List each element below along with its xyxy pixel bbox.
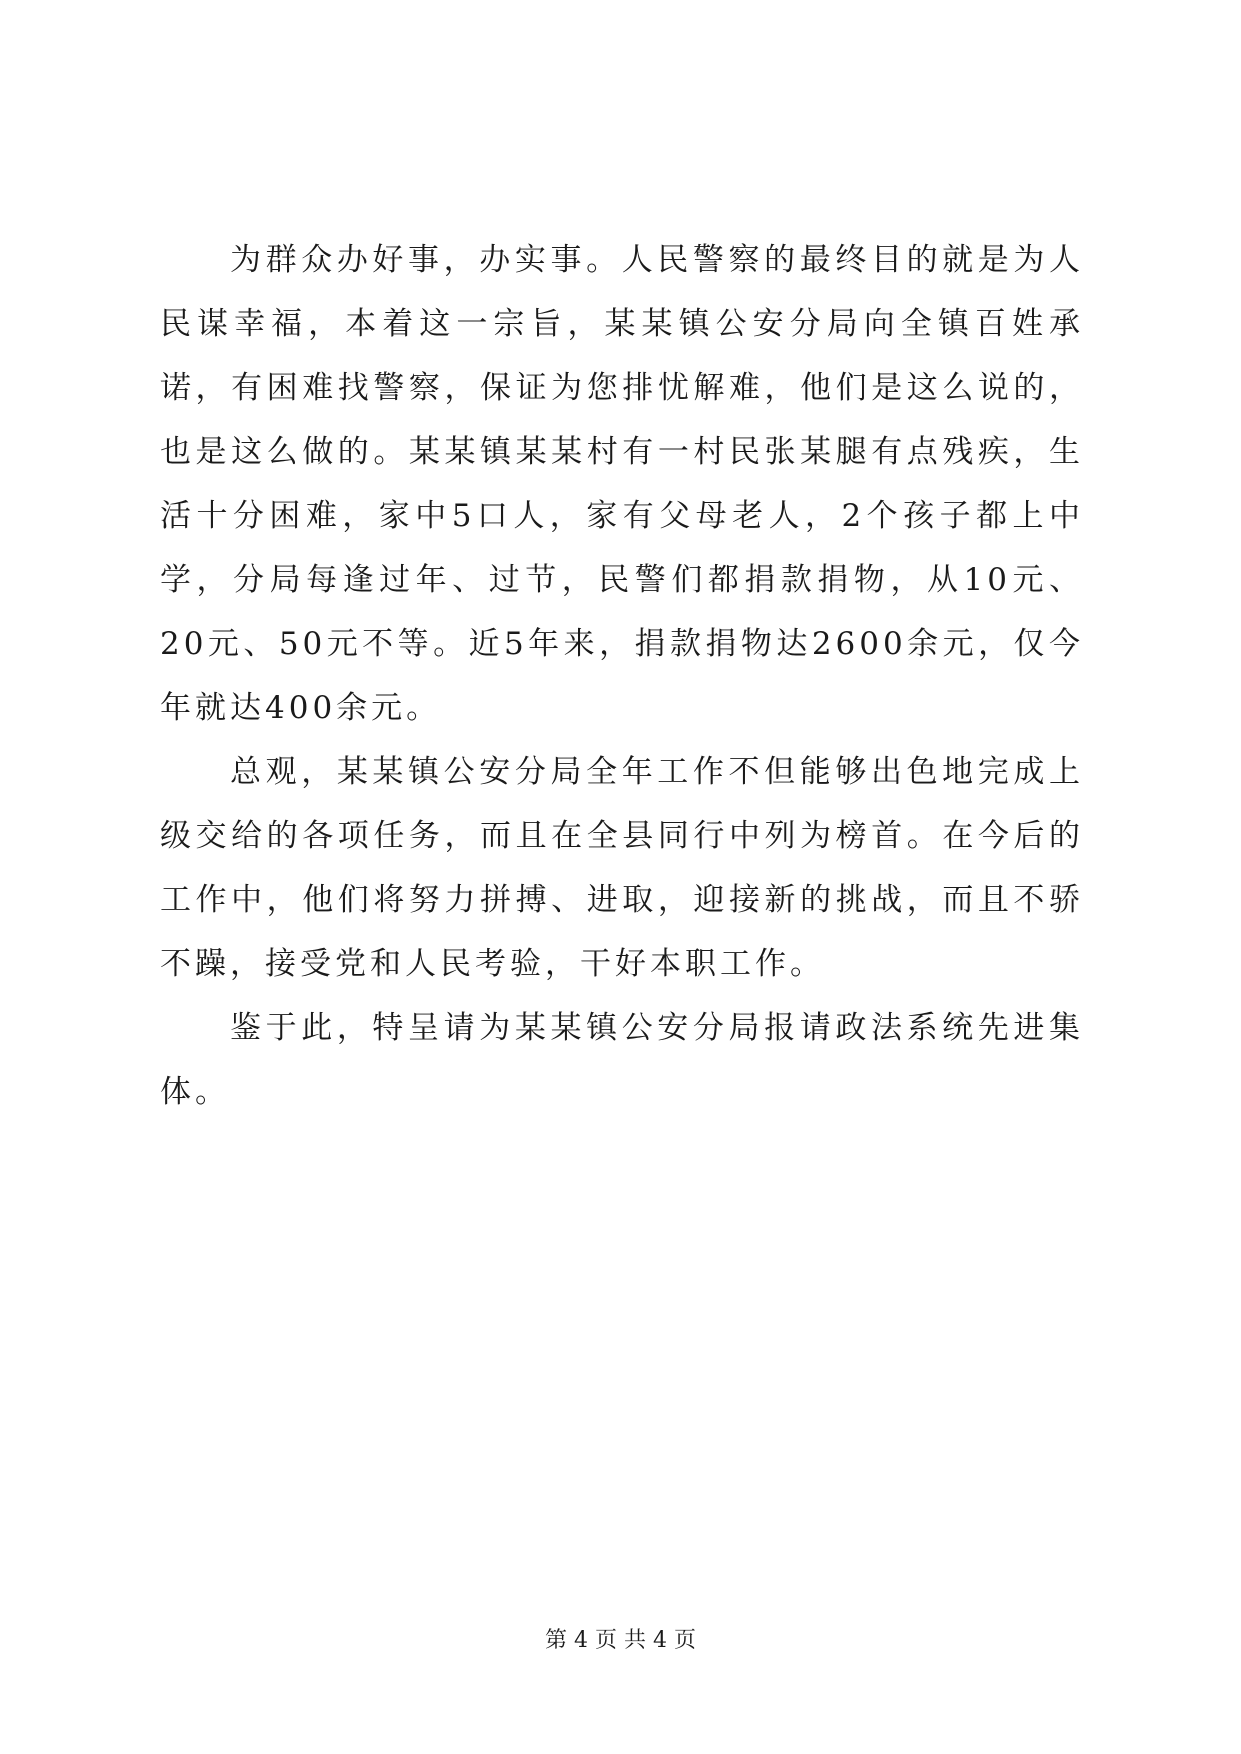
page-number-footer: 第 4 页 共 4 页 <box>545 1628 696 1653</box>
paragraph-request: 鉴于此，特呈请为某某镇公安分局报请政法系统先进集体。 <box>160 1010 1084 1110</box>
document-body <box>160 228 1084 1124</box>
paragraph-community-service: 为群众办好事，办实事。人民警察的最终目的就是为人民谋幸福，本着这一宗旨，某某镇公安分局向全镇百姓承诺，有困难找警察，保证为您排忧解难，他们是这么说的，也是这么做的。某某镇某某村有一村民张某腿有点残疾，生活十分困难，家中5口人，家有父母老人，2个孩子都上中学，分局每逢过年、过节，民警们都捐款捐物，从10元、20元、50元不等。近5年来，捐款捐物达2600余元，仅今年就达400余元。 <box>160 242 1084 726</box>
paragraph-summary: 总观，某某镇公安分局全年工作不但能够出色地完成上级交给的各项任务，而且在全县同行中列为榜首。在今后的工作中，他们将努力拼搏、进取，迎接新的挑战，而且不骄不躁，接受党和人民考验，干好本职工作。 <box>160 754 1084 982</box>
